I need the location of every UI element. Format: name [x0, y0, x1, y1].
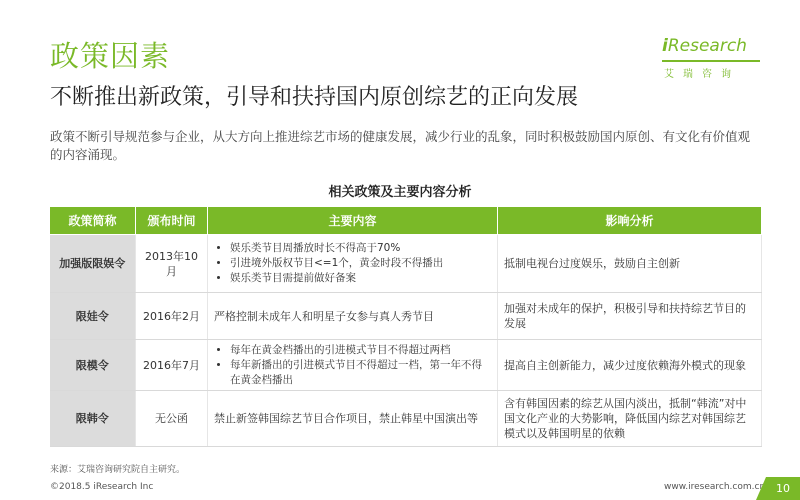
policy-table — [49, 206, 762, 447]
intro-paragraph: 政策不断引导规范参与企业，从大方向上推进综艺市场的健康发展，减少行业的乱象，同时积极鼓励国内原创、有文化有价值观的内容涌现。 — [50, 129, 751, 162]
content-item: • 娱乐类节目需提前做好备案 — [230, 271, 491, 286]
policy-impact: 加强对未成年的保护，积极引导和扶持综艺节目的发展 — [498, 293, 762, 340]
page-number: 10 — [766, 477, 800, 500]
policy-name: 限娃令 — [50, 293, 136, 340]
content-item: • 引进境外版权节目<=1个，黄金时段不得播出 — [230, 256, 491, 271]
policy-impact: 提高自主创新能力，减少过度依赖海外模式的现象 — [498, 340, 762, 391]
content-item: • 每年新播出的引进模式节目不得超过一档，第一年不得在黄金档播出 — [230, 358, 491, 388]
source-note: 来源：艾瑞咨询研究院自主研究。 — [50, 465, 186, 475]
policy-content: 禁止新签韩国综艺节目合作项目，禁止韩星中国演出等 — [208, 391, 498, 447]
column-header-impact: 影响分析 — [498, 207, 762, 235]
column-header-content: 主要内容 — [208, 207, 498, 235]
policy-time: 2013年10月 — [136, 235, 208, 293]
column-header-name: 政策简称 — [50, 207, 136, 235]
policy-time: 2016年2月 — [136, 293, 208, 340]
table-title: 相关政策及主要内容分析 — [328, 185, 472, 200]
policy-content — [208, 340, 498, 391]
logo-chinese: 艾瑞咨询 — [664, 69, 740, 80]
policy-impact: 含有韩国因素的综艺从国内淡出，抵制“韩流”对中国文化产业的大势影响，降低国内综艺对韩国综艺模式以及韩国明星的依赖 — [498, 391, 762, 447]
table-row — [50, 235, 762, 293]
logo-wordmark: iResearch — [662, 36, 747, 56]
content-item: • 娱乐类节目周播放时长不得高于70% — [230, 241, 491, 256]
table-row — [50, 293, 762, 340]
table-row — [50, 391, 762, 447]
table-header-row — [50, 207, 762, 235]
copyright: ©2018.5 iResearch Inc — [50, 482, 154, 492]
policy-name: 加强版限娱令 — [50, 235, 136, 293]
policy-name: 限模令 — [50, 340, 136, 391]
website-url: www.iresearch.com.cn — [664, 482, 766, 492]
policy-impact: 抵制电视台过度娱乐，鼓励自主创新 — [498, 235, 762, 293]
policy-content — [208, 235, 498, 293]
policy-content: 严格控制未成年人和明星子女参与真人秀节目 — [208, 293, 498, 340]
policy-time: 无公函 — [136, 391, 208, 447]
policy-time: 2016年7月 — [136, 340, 208, 391]
page-subtitle: 不断推出新政策，引导和扶持国内原创综艺的正向发展 — [50, 85, 579, 110]
logo-underline — [662, 60, 760, 62]
column-header-time: 颁布时间 — [136, 207, 208, 235]
page-title: 政策因素 — [50, 39, 171, 73]
iresearch-logo — [662, 36, 762, 82]
policy-name: 限韩令 — [50, 391, 136, 447]
content-item: • 每年在黄金档播出的引进模式节目不得超过两档 — [230, 343, 491, 358]
table-row — [50, 340, 762, 391]
